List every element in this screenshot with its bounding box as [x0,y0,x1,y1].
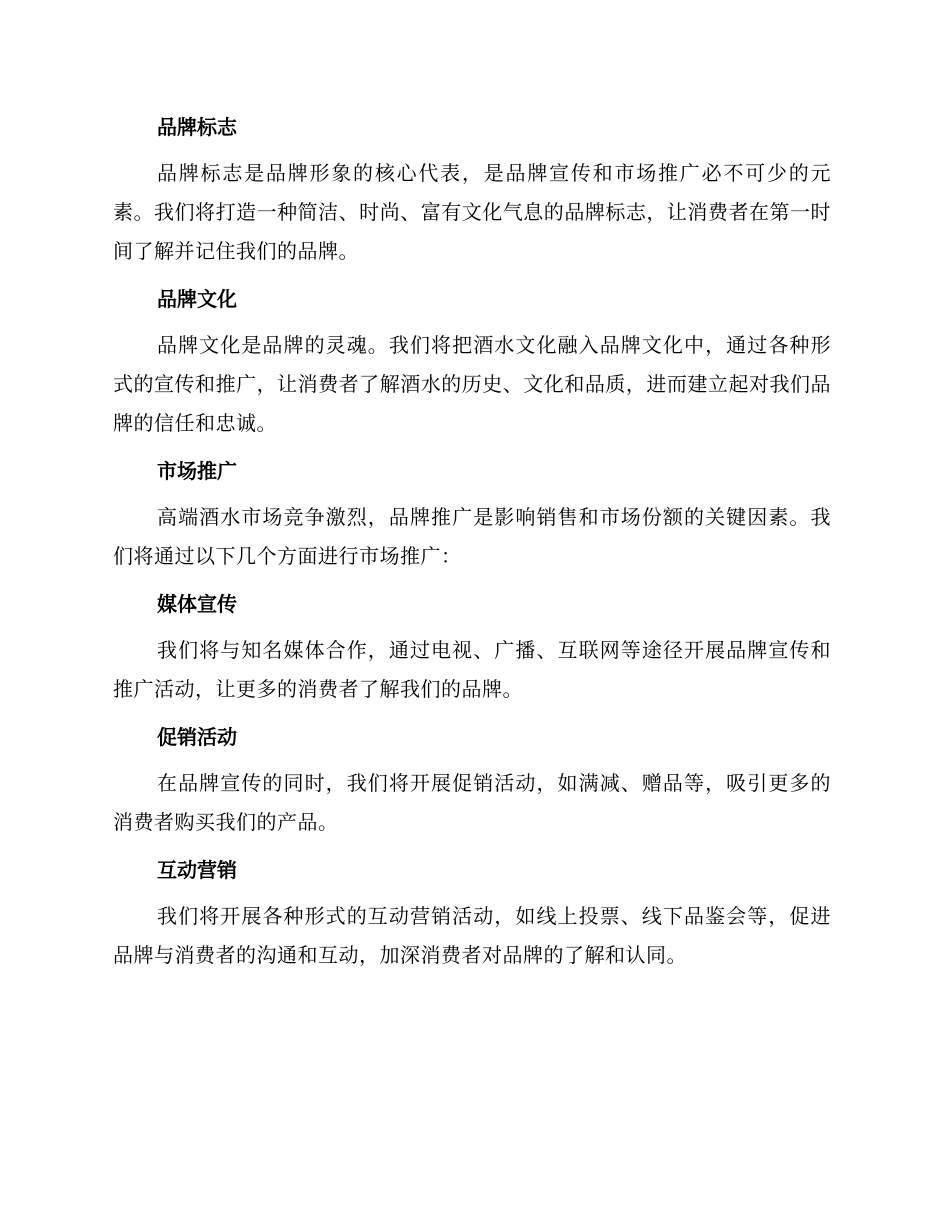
section-paragraph: 高端酒水市场竞争激烈，品牌推广是影响销售和市场份额的关键因素。我们将通过以下几个方面进行市场推广： [113,505,831,568]
document-content [113,110,831,986]
section-paragraph: 我们将开展各种形式的互动营销活动，如线上投票、线下品鉴会等，促进品牌与消费者的沟通和互动，加深消费者对品牌的了解和认同。 [113,904,831,967]
section-paragraph: 品牌标志是品牌形象的核心代表，是品牌宣传和市场推广必不可少的元素。我们将打造一种简洁、时尚、富有文化气息的品牌标志，让消费者在第一时间了解并记住我们的品牌。 [113,161,831,263]
section-heading: 市场推广 [157,459,237,483]
section-market-promotion [113,454,831,576]
section-brand-culture [113,282,831,443]
section-paragraph: 品牌文化是品牌的灵魂。我们将把酒水文化融入品牌文化中，通过各种形式的宣传和推广，让消费者了解酒水的历史、文化和品质，进而建立起对我们品牌的信任和忠诚。 [113,333,831,435]
section-heading: 互动营销 [157,858,237,882]
section-heading: 品牌标志 [157,115,237,139]
section-brand-logo [113,110,831,271]
section-heading: 媒体宣传 [157,592,237,616]
section-heading: 促销活动 [157,725,237,749]
section-interactive-marketing [113,853,831,975]
section-paragraph: 我们将与知名媒体合作，通过电视、广播、互联网等途径开展品牌宣传和推广活动，让更多的消费者了解我们的品牌。 [113,638,831,701]
section-heading: 品牌文化 [157,287,237,311]
section-paragraph: 在品牌宣传的同时，我们将开展促销活动，如满减、赠品等，吸引更多的消费者购买我们的产品。 [113,771,831,834]
section-media-publicity [113,587,831,709]
section-promotion-activities [113,720,831,842]
